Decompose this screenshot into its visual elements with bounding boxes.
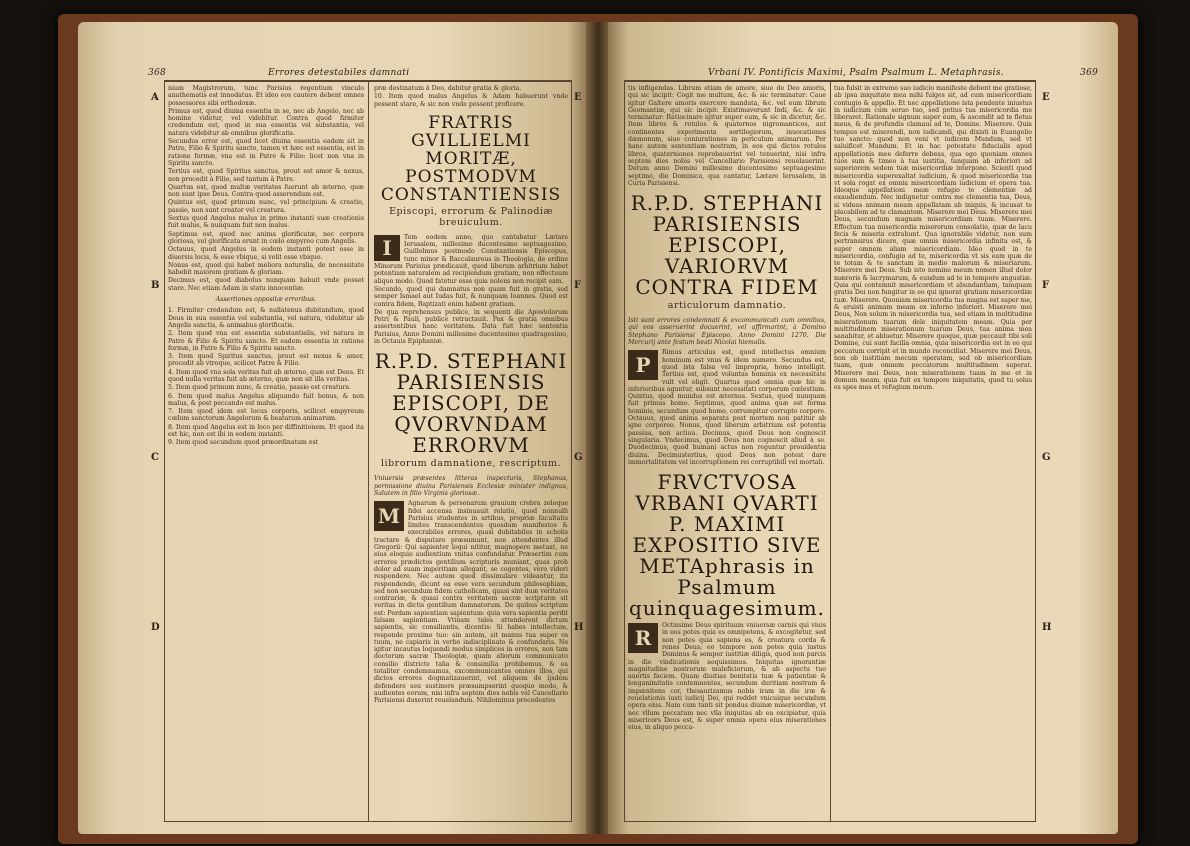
section-title: FRATRIS GVILLIELMI MORITÆ, POSTMODVM CONSTANTIENSIS: [380, 112, 562, 205]
margin-letter: G: [1042, 452, 1051, 463]
margin-letter: C: [151, 452, 159, 463]
paragraph: Octissime Deus spirituum vniuersæ carnis qui viuis in eos potes quia es omnipotens, & excogitetur, sed non potes quia sapiens es, & creatura corda & renes Deus; eo tempore non potes quia iustus Dominus & semper iustitiæ diligis, quod non parcis in die vindicationis aequissimus. Iniquitas ignorantiæ magnitudine nostrorum maleficiorum, & ab aspectu tuo auertis faciem. Quam diuitias bonitatis tuæ & patientiæ & longanimitatis contemnentes, secundum duritiam nostram & impœnitens cor, thesaurizamus nobis iram in die iræ & reuelationis iusti iudicij Dei, qui reddet vnicuique secundum opera eius. Nam cum tanti sit pondus diuinæ misericordiæ, vt nec vllum peccatum nec vlla iniquitas ab ea excipiatur, quia misericors Deus est, & super omnia opera eius miserationes eius, in aliquo pecca-: [628, 622, 826, 732]
drop-cap-p: P: [628, 350, 658, 380]
section-heading: Assertiones oppositæ erroribus.: [215, 296, 317, 304]
paragraph: Secundus error est, quod licet diuina essentia eadem sit in Patre, Filio & Spiritu sancto, tamen vt hæc est essentia, est in ratione formæ, vna est in Patre & Filio: licet non vna in Spiritu sancto.: [168, 138, 364, 167]
paragraph: Octauus, quod Angelus in eodem instanti potest esse in diuersis locis, & esse vbique, si velit esse vbique.: [168, 246, 364, 261]
open-book: [68, 8, 1128, 844]
right-column-1: [628, 85, 826, 818]
margin-letter: E: [574, 92, 582, 103]
paragraph: Septimus est, quod nec anima glorificatæ, nec corpora gloriosa, vel glorificata erunt in cœlo empyreo cum Angelis.: [168, 230, 364, 245]
margin-letter: E: [1042, 92, 1050, 103]
paragraph: præ destinatum à Deo, dabitur gratia & gloria.: [374, 85, 522, 92]
paragraph: Tertius est, quod Spiritus sanctus, prout est amor & nexus, non procedit à Filio, sed tantum à Patre.: [168, 168, 364, 183]
paragraph: 9. Item quod secundum quod præordinatum est: [168, 439, 319, 447]
paragraph: Agnarum & personarum grauium crebra zeloque fidei accensa insinuauit relatio, quod nonnulli Parisius studentes in artibus, propriæ facultatis limites transcendentes quosdam manifestos & execrabiles errores, quasi dubitabiles in scholis tractare & disputare præsumunt, non attendentes illud Gregorii: Qui sapienter loqui nititur, magnopere metuat, ne eius eloquio audientium vnitas confundatur. Præsertim cum errores prædictos gentilium scripturis muniant, quas proh dolor ad suam imperitiam allegant, se cogentes, vero videri respondere. Nec autem quod dissimulare videantur, ita respondendo, dicunt ea esse vera secundum philosophiam, sed non secundum fidem catholicam, quasi sint duæ veritates contrariæ, & quasi contra veritatem sacræ scripturæ sit veritas in dictis gentilium damnatorum. De quibus scriptum est: Perdam sapientiam sapientum: quia vera sapientia perdit falsam sapientiam. Vtinam tales attenderent dictum sapientis, sic consiliantis, dicentis: Si habes intellectum, responde proximo tuo: sin autem, sit manus tua super os tuum, ne capiaris in verbo indisciplinato & confundaris. Ne igitur incautus loquendi modus simplices in errores, non tam doctorum sacræ Theologiæ, quam aliorum communicato consilio districte talia & consimilia prohibemus, & ea totaliter condemnamus, excommunicantes omnes illos, qui dictos errores dogmatizauerint, vel aliquem de ijsdem defendere seu sustinere præsumpserint quoquo modo, & audientes eorum, nisi infra septem dies nobis vel Cancellario Parisiensi duxerint reuelandum. Nihilominus procedentes: [374, 500, 568, 705]
paragraph: tua fulsit in extremo suo iudicio manifeste debent me gratiose, ab ipsa iniquitate mea mihi fulges sit, ad cum misericordiam contugio & appello. Et nec appellatione ista pendente iniustus in iudicium cum seruo tuo, sed potius tua misericordia me liberaret. Rationale signum super eum, & ascendit ad te fletus meus, & de profundis clamaui ad te, Domine. Miserere. Quia tempus est miserendi, non iudicandi, qui dixisti in Euangelio tuo sancto: quod non veni vt iudicem Mundum, sed vt saluificet Mundum. Et in hac potestate fiducialis apud appellationis mee deferre debeas, qua ego quoniam omnes tuos sum & timeo à tua iustitia, tanquam ab inferiori ad superiorem sedem tuæ misericordiæ interpono. Scienti quod misericordia superexaltat iudicium, & quod misericordia tua vt sola rogat ex omnia misericordiam iudicium et opera tua. Ideoque appellationi meæ refugio te clementiæ ad exaudiendum. Nec indignetur contra me clementia tua, Deus, si videas animam meam appellatam ab iniquis, & incusat te placabilem ad te clamantem. Miserere mei Deus. Miserere mei Deus, secundum magnam misericordiam tuam. Miserere. Effectum tua misericordia miserorum consolatio, quæ de lacu fecis & miseria extrahunt. Qua ignorabile videtur, non sum pertransirus dicere, quæ omnis misericordia infinita est, & super omnem aliam misericordiam. Ideo quod in te misericordia, confugio ad te, misericordia vt sis eam quæ de te totam & te sanctam in medio malorum & miseriarum. Miserere mei Deus. Sub isto nomine meum nomen illud dolor mæroris & lacrymarum, & eundum ad te in tempore angustiæ. Quia qui contemnit misericordiam vt abundantiam, tamquam gratia Dei non fungitur in eo qui ignorat gratiam misericordiæ tuæ. Miserere. Quoniam misericordia tua magna est super me, & eruisti animam meam ex inferno inferiori. Miserere mei Deus, Non solum in misericordia tua, sed etiam in multitudine miserationum tuarum dele iniquitatem meam. Quia per multitudinem miserationum tuarum Deus, tua anima mea sanabitur, et abluetur. Miserere quoque, quæ peccauit tibi soli Domine, cui sunt facilia omnia, quia misericordia est in eo qui peccatum corripit et in mundo reconciliat. Miserere mei Deus, non ob iustitiam mecum operatam, sed ob misericordiam tuam, quæ omnem peccatorum multitudinem superat. Miserere mei Deus, non miserationem tuam in me et in domum meam, quia fuit ex tempore iniquitatis, quod tu solus es spes mea et refugium meum.: [834, 85, 1032, 392]
right-running-head: Vrbani IV. Pontificis Maximi, Psalm Psalmum L. Metaphrasis.: [708, 68, 1004, 78]
paragraph: 7. Item quod idem est locus corporis, scilicet empyreum cœlum sanctorum Angelorum & beatarum animarum.: [168, 408, 364, 423]
right-column-2: [834, 85, 1032, 818]
margin-letter: B: [151, 280, 160, 291]
paragraph: 4. Item quod vna sola veritas fuit ab æterno, quæ est Deus. Et quod nulla veritas fuit ab æterno, quæ non sit illa veritas.: [168, 368, 364, 383]
italic-preface: Isti sunt errores condemnati & excommunicati cum omnibus, qui eos asseruerint docuerint, vel affirmarint, à Domino Stephano Parisiensi Episcopo. Anno Domini 1270. Die Mercurij ante festum beati Nicolai hiemalis.: [628, 317, 826, 347]
left-column-2: [374, 85, 568, 818]
margin-letter: G: [574, 452, 583, 463]
section-title: R.P.D. STEPHANI PARISIENSIS EPISCOPI, DE QVORVNDAM ERRORVM: [374, 349, 568, 458]
paragraph: Primus est, quod diuina essentia in se, nec ab Angelo, nec ab homine videtur, vel videbitur. Contra quod firmiter credendum est, quod in sua essentia vel substantia, vel natura videbitur ab omnibus glorificatis.: [168, 107, 364, 137]
section-title: FRVCTVOSA VRBANI QVARTI P. MAXIMI EXPOSITIO SIVE METAphrasis in Psalmum quinquagesimum.: [628, 470, 826, 621]
left-page-number: 368: [148, 68, 167, 78]
paragraph: 3. Item quod Spiritus sanctus, prout est nexus & amor, procedit ab vtroque, scilicet Patre & Filio.: [168, 353, 364, 368]
paragraph: Rimus articulus est, quod intellectus omnium hominum est vnus & idem numero. Secundus est, quod ista falsa vel impropria, homo intelligit. Tertius est, quod voluntas hominis ex necessitate vult vel eligit. Quartus quod omnia quæ hic in inferioribus aguntur, subsunt necessitati corporum cœlestium. Quintus, quod mundus est æternus. Sextus, quod nunquam fuit primus homo. Septimus, quod anima quæ est forma hominis, secundum quod homo, corrumpitur corrupto corpore. Octauus, quod anima separata post mortem non patitur ab igne corporeo. Nonus, quod liberum arbitrium est potentia passiua, non actiua. Decimus, quod Deus non cognoscit singularia. Vndecimus, quod Deus non cognoscit aliud à se. Duodecimus, quod humani actus non reguntur prouidentia diuina. Decimustertius, quod Deus non potest dare immortalitatem vel incorruptionem rei corruptibili vel mortali.: [628, 349, 826, 466]
paragraph: De qua reprehensus publice, in sequenti die Apostolorum Petri & Pauli, publice retractauit. Pax & gratia omnibus assertentibus hanc veritatem. Data fuit hæc sententia Parisius, Anno Domini millesimo ducentesimo quadragesimo, in Octauis Epiphaniæ.: [374, 308, 568, 346]
paragraph: Secundo, quod qui damnatus non quam fuit in gratia, sed semper Ismael aut Iudas fuit, & nunquam Ioannes. Quod est contra fidem, Baptizati enim habent gratiam.: [374, 285, 568, 308]
drop-cap-r: R: [628, 623, 658, 653]
margin-letter: D: [151, 622, 160, 633]
paragraph: 2. Item quod vna est essentia substantialis, vel natura in Patre & Filio & Spiritu sancto. Et eadem essentia in ratione formæ, in Patre & Filio & Spiritu sancto.: [168, 330, 364, 352]
paragraph: Decimus est, quod diabolus nunquam habuit vnde posset stare. Nec etiam Adam in statu innocentiæ.: [168, 277, 364, 292]
section-title: R.P.D. STEPHANI PARISIENSIS EPISCOPI, VARIORVM CONTRA FIDEM: [630, 191, 824, 300]
book-gutter: [586, 22, 610, 834]
margin-letter: F: [574, 280, 582, 291]
column-divider: [830, 80, 831, 822]
left-column-1: [168, 85, 364, 818]
paragraph: 6. Item quod malus Angelus aliquando fuit bonus, & non malus, & post peccando est malus.: [168, 392, 364, 407]
drop-cap-m: M: [374, 501, 404, 531]
paragraph: 8. Item quod Angelus est in loco per diffinitionem. Et quod ita est hic, non est ibi in eodem instanti.: [168, 423, 364, 439]
margin-letter: H: [1042, 622, 1052, 633]
right-page-number: 369: [1080, 68, 1099, 78]
italic-address: Vniuersis præsentes litteras inspecturis, Stephanus, permissione diuina Parisiensis Ecclesiæ minister indignus, Salutem in filio Virginis gloriosæ.: [374, 475, 568, 497]
section-subtitle: librorum damnatione, rescriptum.: [381, 458, 561, 470]
drop-cap-i: I: [374, 235, 400, 261]
paragraph: tis infligendas. Librum etiam de amore, siue de Deo amoris, qui sic incipit: Cogit me multum, &c. & sic terminatur: Caue igitur Galtere amoris exercere mandata, &c. vel eum librum Geomantiæ, qui sic incipit: Existimaverunt Indi, &c. & sic terminatur: Ratiocinare igitur super eum, & sic in dicetur, &c. Item libros & rotulos & quaternos nigromanticos, aut continentes experimenta sortilegiorum, inuocationes dæmonum, siue coniurationes in periculum animarum. Per hanc autem sententiam nostram, in eos qui dictos rotulos libros, quaterniones reprobauerint vel tenuerint, nisi infra septem dies nobis vel Cancellario Parisiensi reuelauerint. Datum anno Domini millesimo ducentesimo septuagesimo septimo, die Dominica, qua cantatur, Lætare Ierusalem, in Curia Parisiensi.: [628, 85, 826, 187]
paragraph: Nonus est, quod qui habet meliora naturalia, de necessitate habebit maiorem gratiam & gloriam.: [168, 261, 364, 277]
margin-letter: A: [151, 92, 159, 103]
paragraph: 1. Firmiter credendum est, & nullatenus dubitandum, quod Deus in sua essentia vel substantia, vel natura, videbitur ab Angelis sanctis, & animabus glorificatis.: [168, 307, 364, 329]
paragraph: 5. Item quod primum nunc, & creatio, passio est creatura.: [168, 384, 352, 392]
margin-letter: H: [574, 622, 584, 633]
left-page: [78, 22, 588, 834]
left-running-head: Errores detestabiles damnati: [268, 68, 410, 78]
right-page: [608, 22, 1118, 834]
column-divider: [368, 80, 369, 822]
paragraph: 10. Item quod malus Angelus & Adam habuerunt vnde possent stare, & sic non vnde possent proficere.: [374, 93, 568, 108]
paragraph: Quartus est, quod multæ veritates fuerunt ab æterno, quæ non sunt ipse Deus. Contra quod asserendum est.: [168, 183, 364, 199]
paragraph: Tem eodem anno, quo cantabatur Lætare Ierusalem, millesimo ducentesimo septuagesimo, Guillelmus postmodo Constantiensis Episcopus, tunc minor & Baccalaureus in Theologia, de ordine Minorum Parisius prædicauit, quod liberum arbitrium habet potentiam naturalem ad recipiendum gratiam, non effectuum aliquo modo. Quod fatetur esse quia nolens non recipit eam.: [374, 233, 568, 285]
section-subtitle: articulorum damnatio.: [667, 300, 787, 312]
paragraph: nium Magistrorum, tunc Parisius regentium vinculo anathematis est innodatus. Et ideo eos cautere debent omnes possessores sibi orthodoxæ.: [168, 85, 364, 107]
paragraph: Quintus est, quod primum nunc, vel principium & creatio, passio, non sunt creator vel creatura.: [168, 199, 364, 214]
section-subtitle: Episcopi, errorum & Palinodiæ breuiculum.: [389, 205, 553, 228]
margin-letter: F: [1042, 280, 1050, 291]
paragraph: Sextus quod Angelus malus in primo instanti suæ creationis fuit malus, & nunquam fuit non malus.: [168, 215, 364, 230]
